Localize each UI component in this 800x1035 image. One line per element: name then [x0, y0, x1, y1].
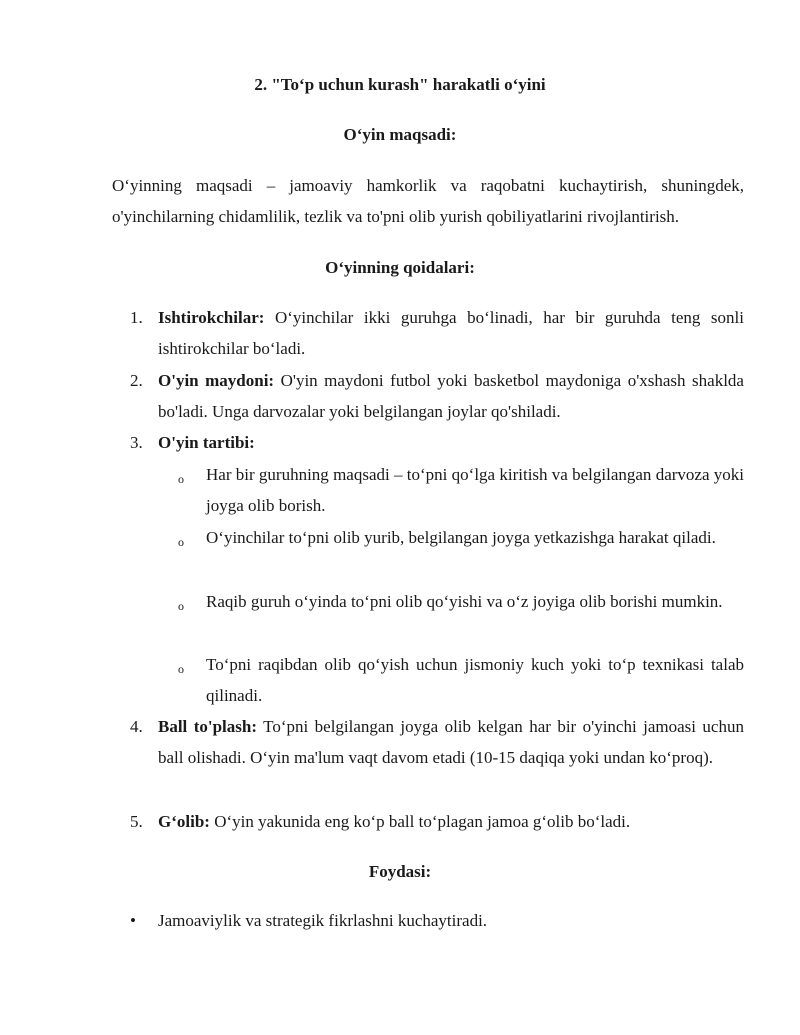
circle-bullet-icon: o: [178, 599, 184, 613]
rule-number: 5.: [130, 812, 143, 831]
rule-text: [158, 711, 744, 773]
rules-heading: O‘yinning qoidalari:: [325, 258, 475, 277]
rule-label: O'yin tartibi:: [158, 433, 255, 452]
document-title: 2. "To‘p uchun kurash" harakatli o‘yini: [254, 75, 546, 94]
rule-body: To‘pni belgilangan joyga olib kelgan har bir o'yinchi jamoasi uchun ball olishadi. O‘yin ma'lum vaqt davom etadi (10-15 daqiqa yoki undan ko‘proq).: [158, 717, 744, 767]
benefits-heading: Foydasi:: [368, 862, 432, 881]
rule-text: [158, 427, 744, 458]
circle-bullet-icon: o: [178, 472, 184, 486]
order-subitem-text: To‘pni raqibdan olib qo‘yish uchun jismoniy kuch yoki to‘p texnikasi talab qilinadi.: [206, 655, 744, 705]
goal-heading: O‘yin maqsadi:: [343, 125, 457, 144]
rule-number: 3.: [130, 433, 143, 452]
rule-body: O‘yin yakunida eng ko‘p ball to‘plagan jamoa g‘olib bo‘ladi.: [209, 812, 631, 831]
order-subitem-text: O‘yinchilar to‘pni olib yurib, belgilangan joyga yetkazishga harakat qiladi.: [206, 528, 716, 547]
rule-text: [158, 806, 744, 837]
rule-number: 1.: [130, 308, 143, 327]
order-subitem-text: Har bir guruhning maqsadi – to‘pni qo‘lga kiritish va belgilangan darvoza yoki joyga olib borish.: [206, 465, 744, 515]
rule-number: 2.: [130, 371, 143, 390]
rule-text: [158, 365, 744, 427]
rule-label: Ball to'plash:: [158, 717, 258, 736]
rule-label: Ishtirokchilar:: [158, 308, 265, 327]
rule-number: 4.: [130, 717, 143, 736]
rule-body: O‘yinchilar ikki guruhga bo‘linadi, har bir guruhda teng sonli ishtirokchilar bo‘ladi.: [158, 308, 744, 358]
bullet-icon: •: [130, 911, 136, 930]
rule-text: [158, 302, 744, 364]
goal-paragraph: O‘yinning maqsadi – jamoaviy hamkorlik va raqobatni kuchaytirish, shuningdek, o'yinchilarning chidamlilik, tezlik va to'pni olib yurish qobiliyatlarini rivojlantirish.: [112, 176, 744, 226]
circle-bullet-icon: o: [178, 662, 184, 676]
rule-label: G‘olib:: [158, 812, 210, 831]
rule-label: O'yin maydoni:: [158, 371, 275, 390]
circle-bullet-icon: o: [178, 535, 184, 549]
benefit-text: Jamoaviylik va strategik fikrlashni kuchaytiradi.: [158, 911, 488, 930]
rule-body: O'yin maydoni futbol yoki basketbol maydoniga o'xshash shaklda bo'ladi. Unga darvozalar yoki belgilangan joylar qo'shiladi.: [158, 371, 744, 421]
order-subitem-text: Raqib guruh o‘yinda to‘pni olib qo‘yishi va o‘z joyiga olib borishi mumkin.: [206, 592, 723, 611]
